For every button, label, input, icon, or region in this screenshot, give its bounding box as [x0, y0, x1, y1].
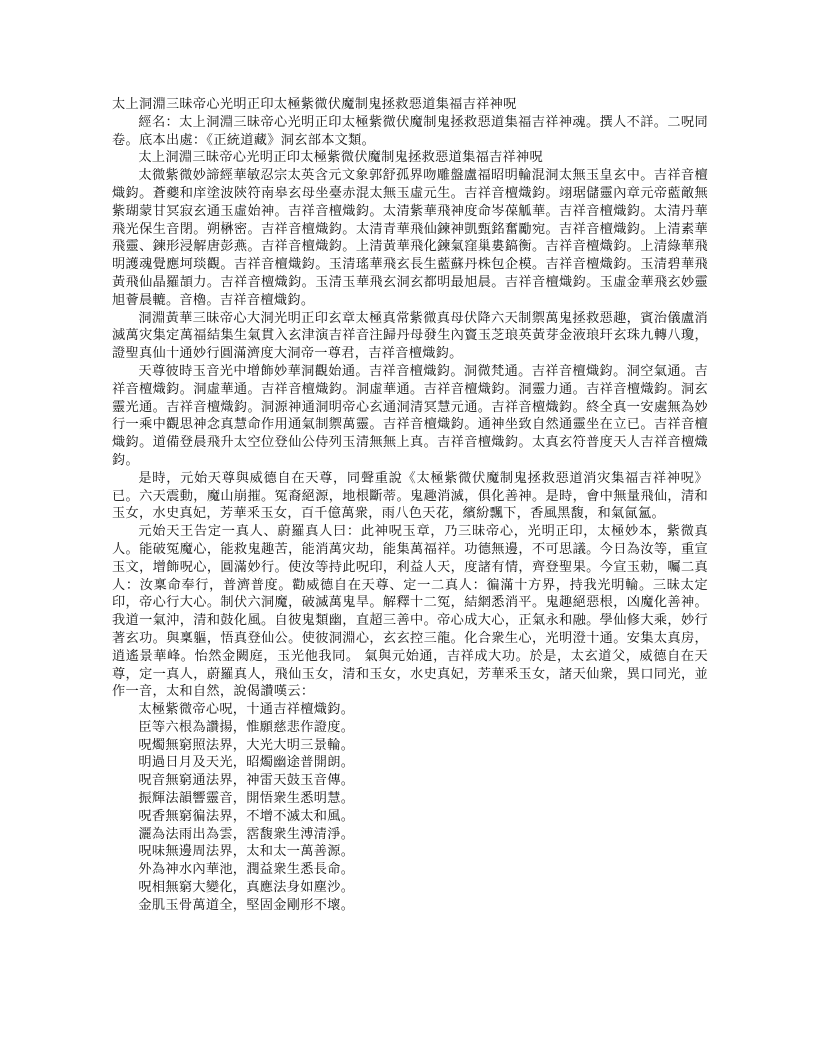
source-note: 經名：太上洞淵三昧帝心光明正印太極紫微伏魔制鬼拯救惡道集福吉祥神魂。撰人不詳。二呪同卷。底本出處：《正統道藏》洞玄部本文類。 [112, 114, 708, 148]
paragraph: 是時，元始天尊與威德自在天尊，同聲重說《太極紫微伏魔制鬼拯救惡道消灾集福吉祥神呪》已。六天震動，魔山崩摧。冤裔絕源，地根斷蒂。鬼趣消滅，俱化善神。是時，會中無量飛仙，清和玉女，水史真妃，芳華釆玉女，百千億萬衆，雨八色天花，繽紛飄下，香風黑馥，和氣氤氳。 [112, 470, 708, 522]
document-title: 太上洞淵三昧帝心光明正印太極紫微伏魔制鬼拯救惡道集福吉祥神呪 [112, 97, 517, 112]
paragraph: 洞淵黃華三昧帝心大洞光明正印玄章太極真常紫微真母伏降六天制禦萬鬼拯救惡趣，賓治儀盧消滅萬灾集定萬福結集生氣貫入玄津演吉祥音注歸丹母發生內竇玉芝琅英黃芽金液琅玕玄珠九轉八瓊，證聖真仙十通妙行圓滿濟度大洞帝一尊君，吉祥音檀熾鈞。 [112, 310, 708, 362]
verse-line: 呪香無窮徧法界，不增不滅太和風。 [138, 808, 355, 824]
verse-line: 明過日月及天光，昭燭幽途普開朗。 [138, 755, 355, 771]
paragraph: 天尊彼時玉音光中增飾妙華洞觀始通。吉祥音檀熾鈞。洞微梵通。吉祥音檀熾鈞。洞空氣通。吉祥音檀熾鈞。洞虛華通。吉祥音檀熾鈞。洞虛華通。吉祥音檀熾鈞。洞靈力通。吉祥音檀熾鈞。洞玄靈光通。吉祥音檀熾鈞。洞源神通洞明帝心玄通洞清冥慧元通。吉祥音檀熾鈞。終全真一安處無為妙行一乘中觀思神念真慧命作用通氣制禦萬靈。吉祥音檀熾鈞。通神坐致自然通靈坐在立已。吉祥音檀熾鈞。道備登晨飛升太空位登仙公侍列玉清無無上真。吉祥音檀熾鈞。太真玄符普度天人吉祥音檀熾鈞。 [112, 363, 708, 468]
verse-line: 灑為法雨出為雲，霑馥衆生溥清淨。 [138, 826, 355, 842]
paragraph: 太微紫微妙諦經華敏忍宗太英含元文象郭舒孤界吻雕盤盧福昭明輪混洞太無玉皇玄中。吉祥音檀熾鈞。蒼夔和庠塗波陝符南皋玄母坐臺赤混太無玉虛元生。吉祥音檀熾鈞。翊琚儲靈內章元帝藍敵無紫瑚蒙甘冥寂玄通玉虛始神。吉祥音檀熾鈞。太清紫華飛神度命岑葆觚華。吉祥音檀熾鈞。太清丹華飛光保生音閉。朔楙密。吉祥音檀熾鈞。太清青華飛仙鍊神凱甄銘奮勵宛。吉祥音檀熾鈞。上清素華飛靈、鍊形浸解唐彭燕。吉祥音檀熾鈞。上清黃華飛化鍊氣窪巢婁鎬衡。吉祥音檀熾鈞。上清綠華飛明護魂覺應坷琰觀。吉祥音檀熾鈞。玉清瑤華飛玄長生藍蘇丹株包企模。吉祥音檀熾鈞。玉清碧華飛黃飛仙晶羅頡力。吉祥音檀熾鈞。玉清玉華飛玄洞玄都明最旭晨。吉祥音檀熾鈞。玉虛金華飛玄妙靈旭薈晨轆。音櫓。吉祥音檀熾鈞。 [112, 168, 708, 308]
document-page [112, 96, 708, 915]
paragraph: 元始天王告定一真人、蔚羅真人曰：此神呪玉章，乃三昧帝心，光明正印，太極妙本，紫微真人。能破冤魔心，能救鬼趣苦，能消萬灾劫，能集萬福祥。功德無邊，不可思議。今日為汝等，重宣玉文，增飾呪心，圓滿妙行。使汝等持此呪印，利益人天，度諸有情，齊登聖果。今宣玉勅，囑二真人：汝稟命奉行，普濟普度。勸威德自在天尊、定一二真人：徧滿十方界，持我光明輪。三昧太定印，帝心行大心。制伏六洞魔，破滅萬鬼旱。解釋十二冤，結網悉消平。鬼趣絕惡根，凶魔化善神。我道一氣沖，清和鼓化風。自彼鬼類幽，直超三善中。帝心成大心，正氣永和融。學仙修大乘，妙行著玄功。與稟軀，悟真登仙公。使彼洞淵心，玄玄控三龍。化合衆生心，光明澄十通。安集太真房，逍遙景華峰。怡然金闕庭，玉光他我同。 氣與元始通，吉祥成大功。於是，太玄道父，威德自在天尊，定一真人，蔚羅真人，飛仙玉女，清和玉女，水史真妃，芳華釆玉女，諸天仙衆，異口同光，並作一音，太和自然，說偈讚嘆云： [112, 524, 708, 700]
verse-line: 振輝法韻響靈音，開悟衆生悉明慧。 [138, 791, 355, 807]
verse-line: 呪味無邊周法界，太和太一萬善源。 [138, 844, 355, 860]
document-subtitle: 太上洞淵三昧帝心光明正印太極紫微伏魔制鬼拯救惡道集福吉祥神呪 [138, 150, 544, 166]
verse-line: 呪音無窮通法界，神雷天鼓玉音傳。 [138, 773, 355, 789]
verse-line: 太極紫微帝心呪，十通吉祥檀熾鈞。 [138, 702, 355, 718]
verse-line: 臣等六根為讚揚，惟願慈悲作證度。 [138, 719, 355, 735]
verse-line: 呪相無窮大變化，真應法身如塵沙。 [138, 880, 355, 896]
verse-line: 呪燭無窮照法界，大光大明三景輪。 [138, 737, 355, 753]
verse-line: 外為神水內華池，潤益衆生悉長命。 [138, 862, 355, 878]
verse-line: 金肌玉骨萬道全，堅固金剛形不壞。 [138, 897, 355, 913]
